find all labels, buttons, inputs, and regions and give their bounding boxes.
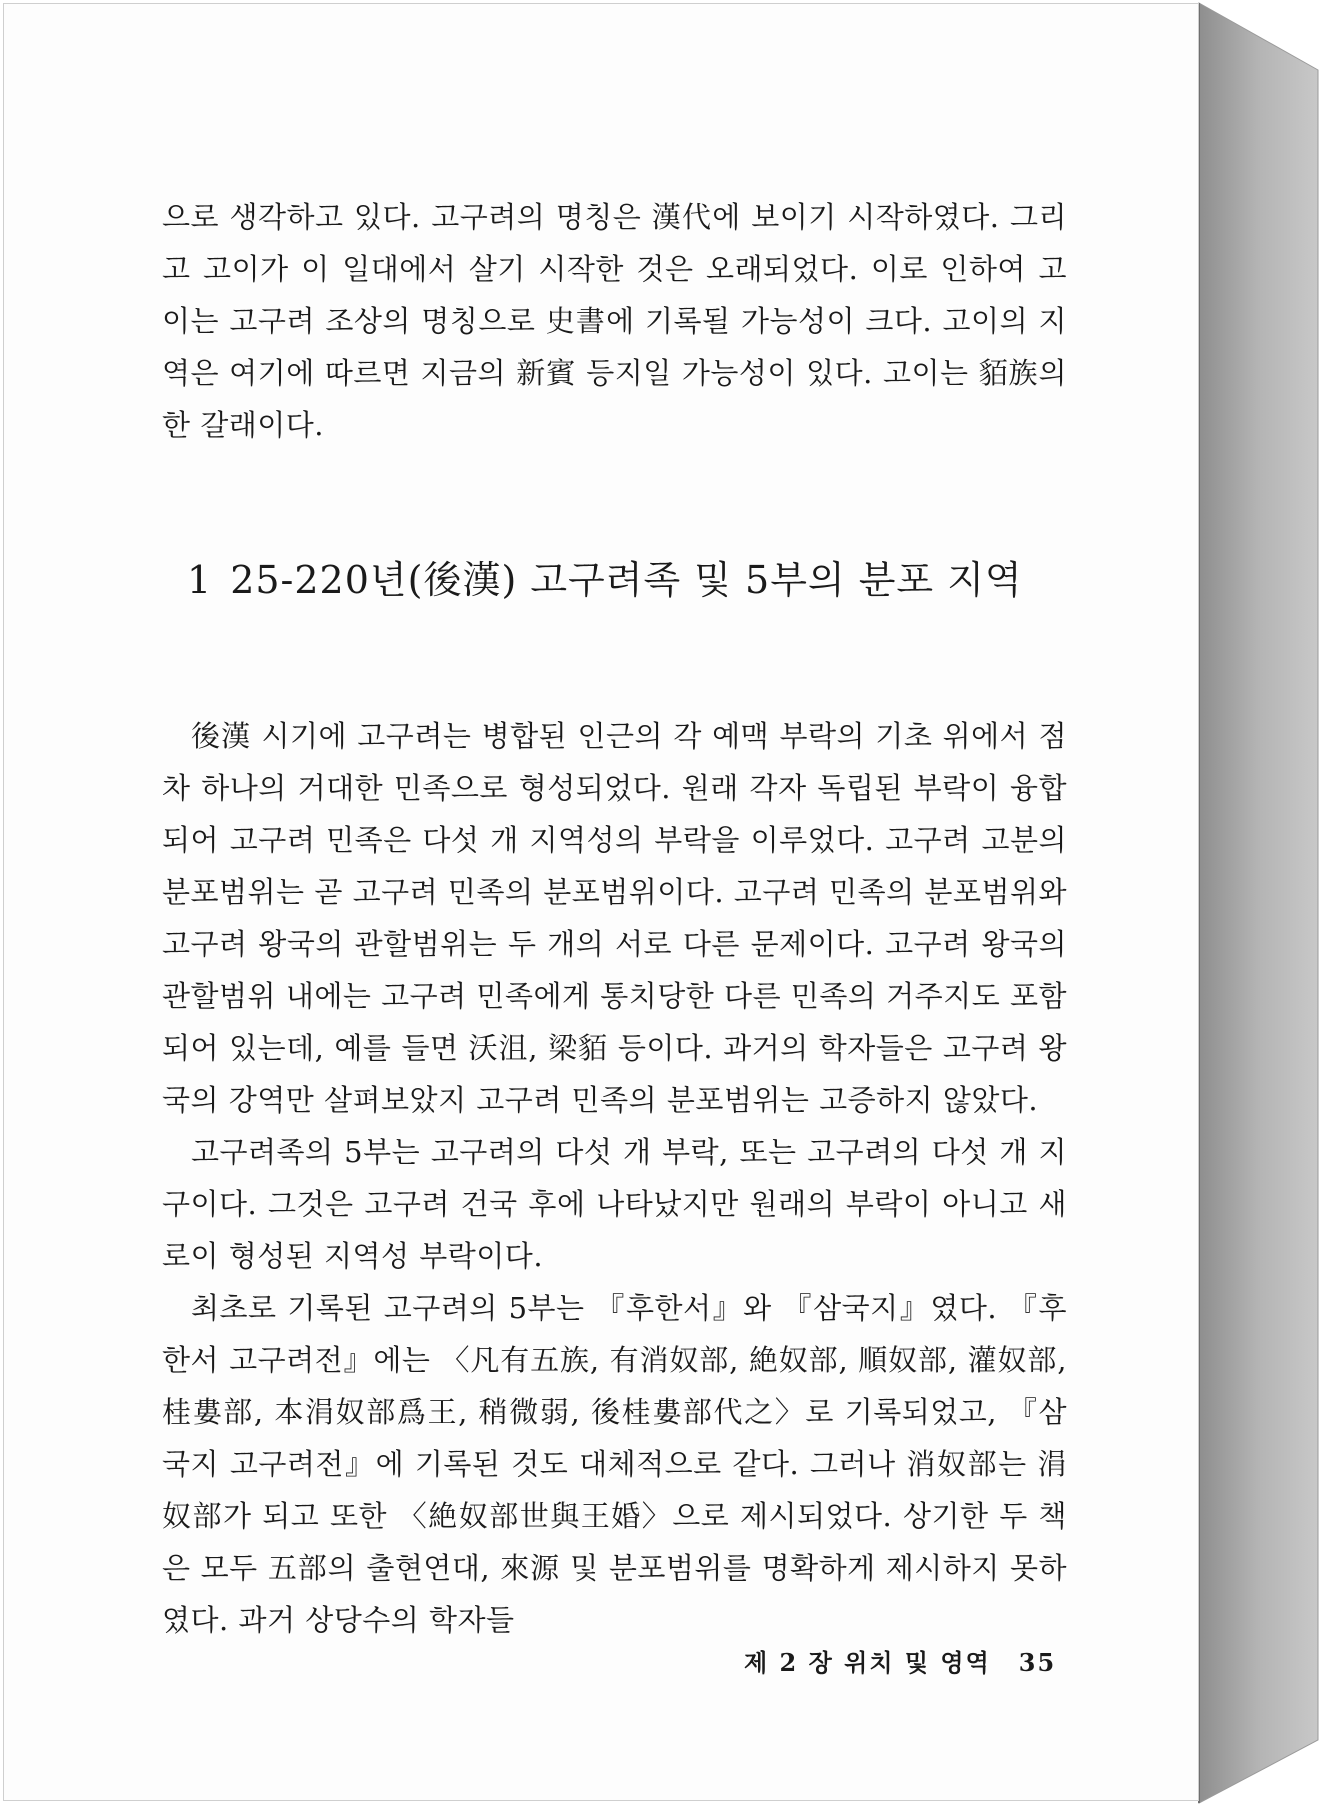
intro-paragraph: 으로 생각하고 있다. 고구려의 명칭은 漢代에 보이기 시작하였다. 그리고 고이가 이 일대에서 살기 시작한 것은 오래되었다. 이로 인하여 고이는 고구려 조상의 명칭으로 史書에 기록될 가능성이 크다. 고이의 지역은 여기에 따르면 지금의 新賓 등지일 가능성이 있다. 고이는 貊族의 한 갈래이다. [162, 200, 1067, 442]
body-paragraph: 後漢 시기에 고구려는 병합된 인근의 각 예맥 부락의 기초 위에서 점차 하나의 거대한 민족으로 형성되었다. 원래 각자 독립된 부락이 융합되어 고구려 민족은 다섯 개 지역성의 부락을 이루었다. 고구려 고분의 분포범위는 곧 고구려 민족의 분포범위이다. 고구려 민족의 분포범위와 고구려 왕국의 관할범위는 두 개의 서로 다른 문제이다. 고구려 왕국의 관할범위 내에는 고구려 민족에게 통치당한 다른 민족의 거주지도 포함되어 있는데, 예를 들면 沃沮, 梁貊 등이다. 과거의 학자들은 고구려 왕국의 강역만 살펴보았지 고구려 민족의 분포범위는 고증하지 않았다. [162, 719, 1067, 1117]
book-page [3, 3, 1199, 1801]
running-footer [744, 1646, 1056, 1680]
section-heading [187, 550, 1023, 610]
chapter-label: 제 2 장 위치 및 영역 [744, 1648, 991, 1677]
body-paragraph: 고구려족의 5부는 고구려의 다섯 개 부락, 또는 고구려의 다섯 개 지구이다. 그것은 고구려 건국 후에 나타났지만 원래의 부락이 아니고 새로이 형성된 지역성 부락이다. [162, 1135, 1067, 1273]
section-title: 25-220년(後漢) 고구려족 및 5부의 분포 지역 [230, 558, 1023, 602]
body-paragraph: 최초로 기록된 고구려의 5부는 『후한서』와 『삼국지』였다. 『후한서 고구려전』에는 〈凡有五族, 有消奴部, 絶奴部, 順奴部, 灌奴部, 桂婁部, 本涓奴部爲王, 稍微弱, 後桂婁部代之〉로 기록되었고, 『삼국지 고구려전』에 기록된 것도 대체적으로 같다. 그러나 消奴部는 涓奴部가 되고 또한 〈絶奴部世與王婚〉으로 제시되었다. 상기한 두 책은 모두 五部의 출현연대, 來源 및 분포범위를 명확하게 제시하지 못하였다. 과거 상당수의 학자들 [162, 1291, 1067, 1637]
section-number: 1 [187, 558, 213, 602]
page-number: 35 [1018, 1648, 1057, 1677]
